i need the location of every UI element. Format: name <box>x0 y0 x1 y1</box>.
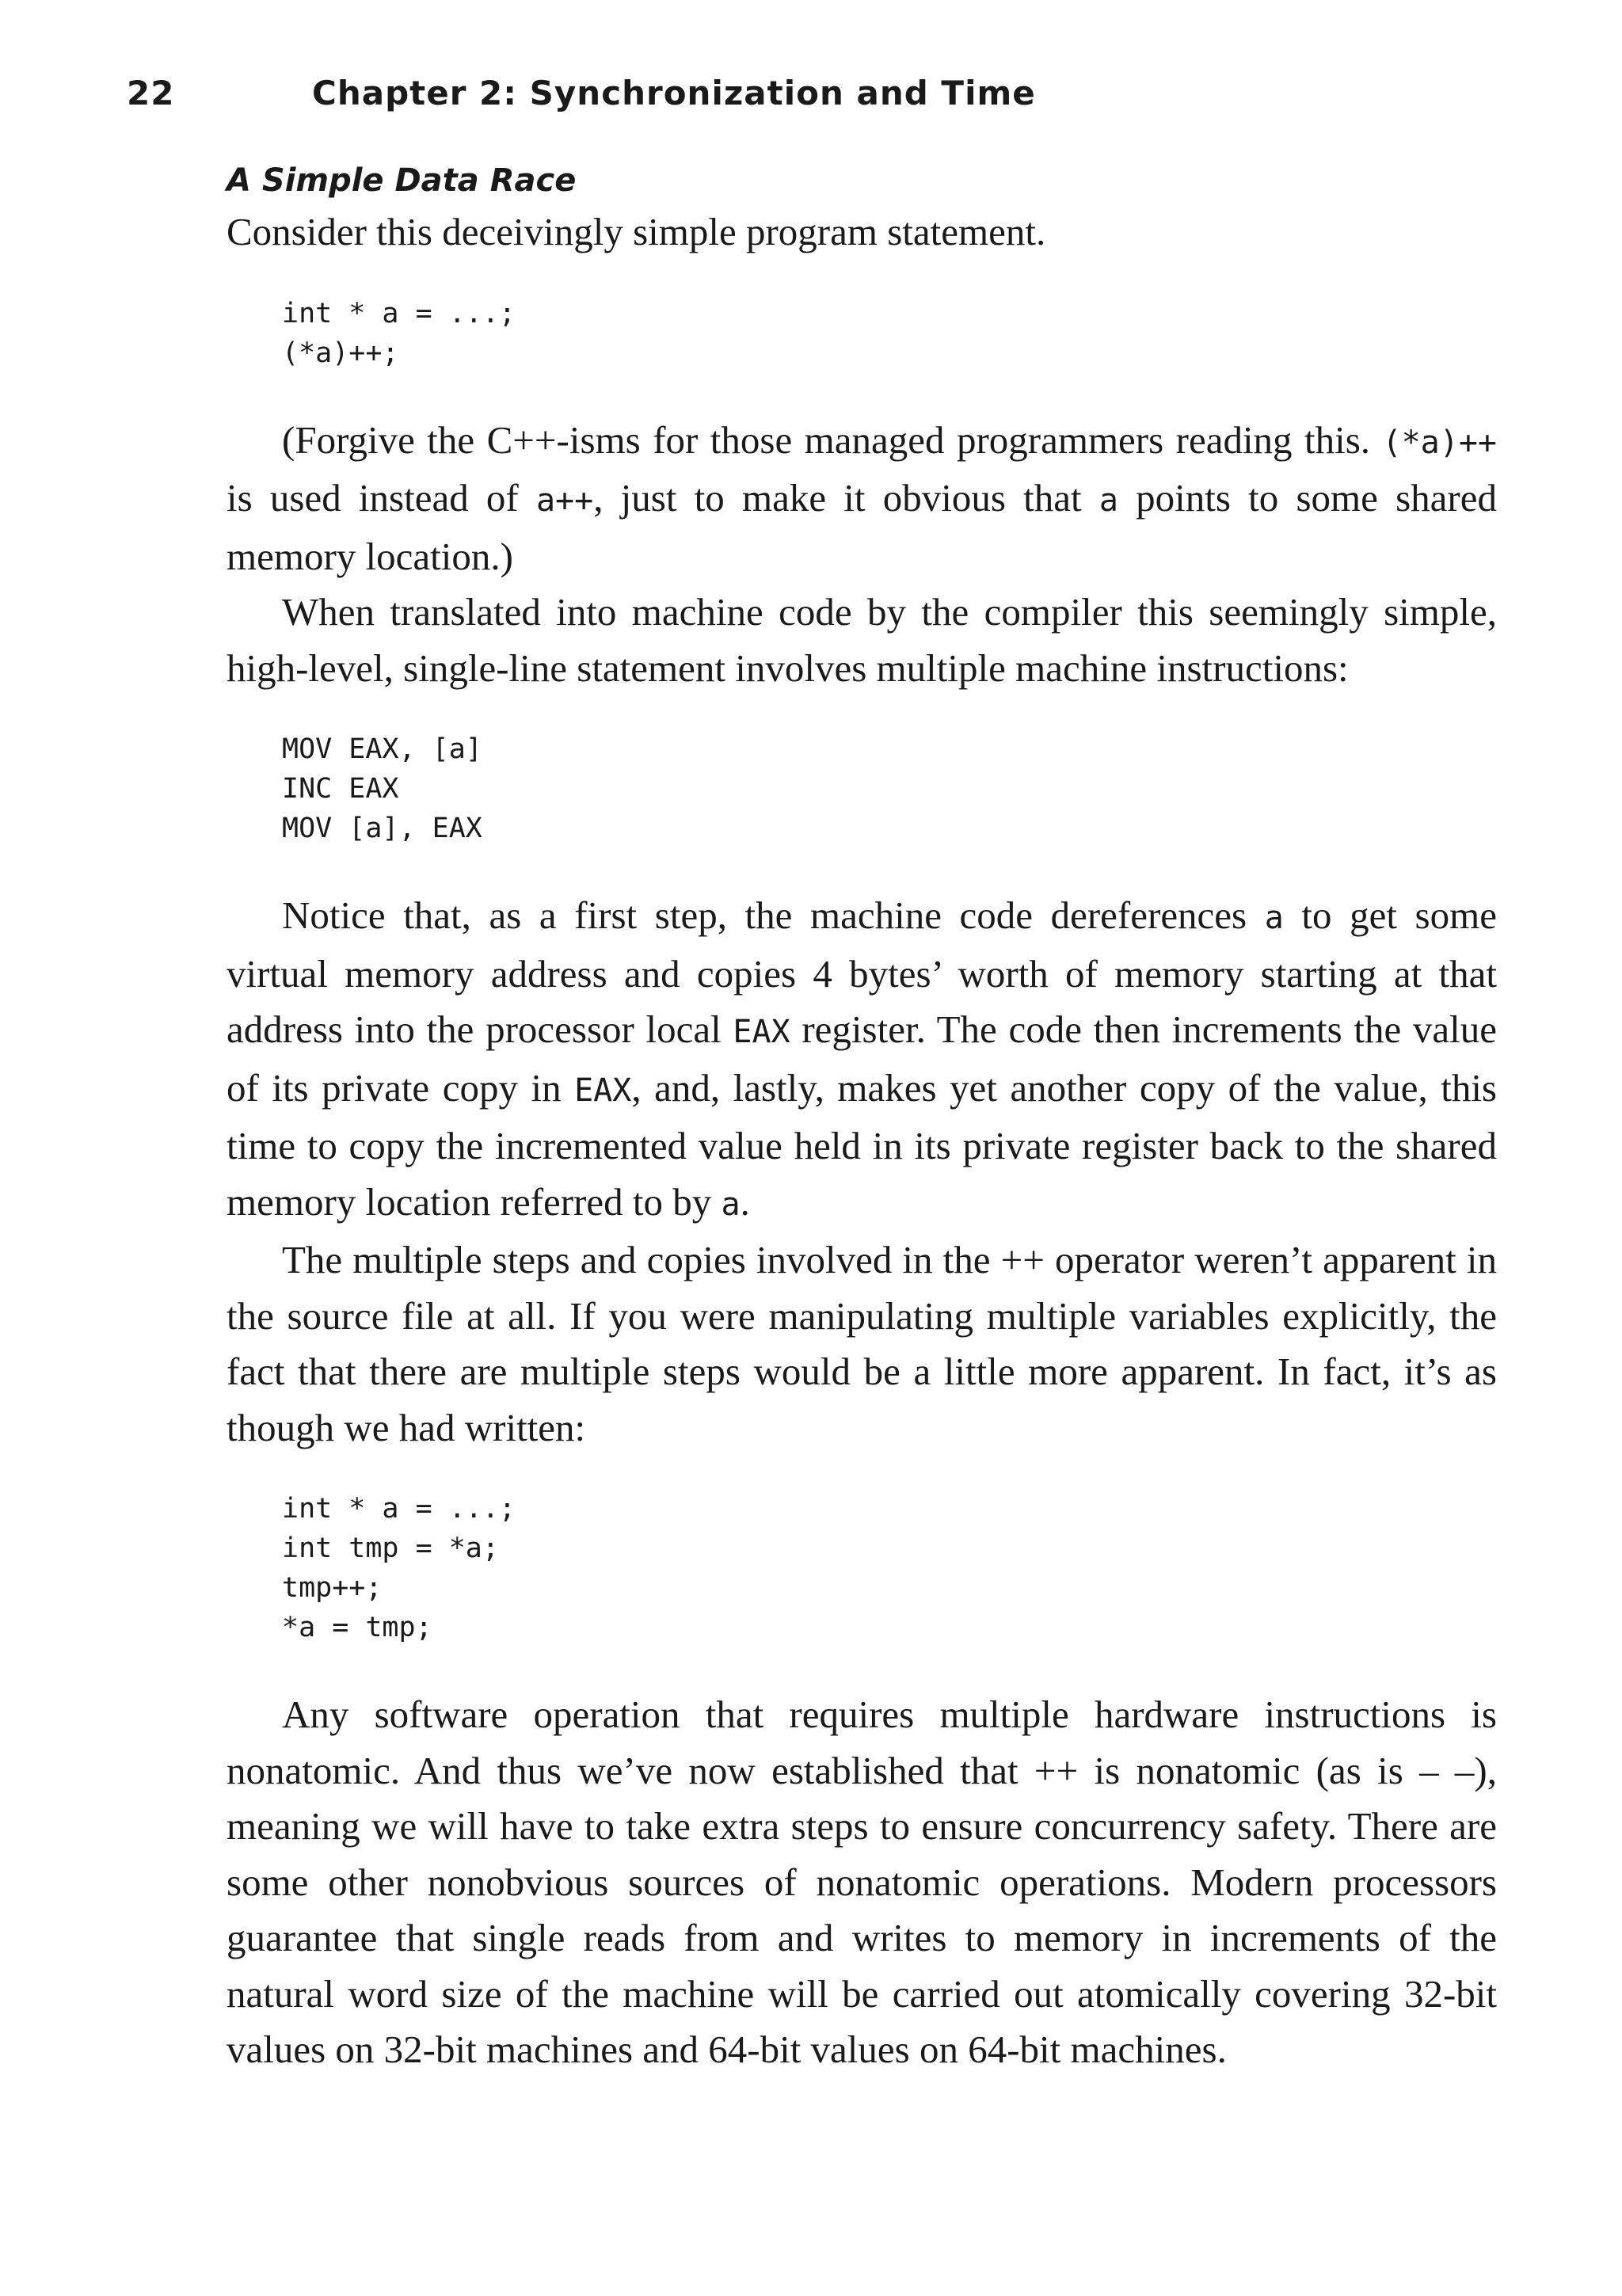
body-paragraph-translated: When translated into machine code by the compiler this seemingly simple, high-level, single-line statement involves multiple machine instructions: <box>227 590 1497 690</box>
inline-code: EAX <box>733 1014 790 1050</box>
chapter-title: Chapter 2: Synchronization and Time <box>312 74 1036 112</box>
intro-paragraph: Consider this deceivingly simple program statement. <box>227 210 1046 253</box>
body-paragraph-nonatomic: Any software operation that requires multiple hardware instructions is nonatomic. And thus we’ve now established that ++ is nonatomic (as is – –), meaning we will have to take extra steps to ensure concurrency safety. There are some other nonobvious sources of nonatomic operations. Modern processors guarantee that single reads from and writes to memory in increments of the natural word size of the machine will be carried out atomically covering 32-bit values on 32-bit machines and 64-bit values on 64-bit machines. <box>227 1692 1497 2071</box>
code-line: MOV [a], EAX <box>282 813 482 844</box>
inline-code: EAX <box>574 1072 632 1109</box>
code-line: (*a)++; <box>282 337 399 369</box>
inline-code: (*a)++ <box>1382 424 1497 461</box>
code-block-expanded <box>227 1489 1497 1647</box>
code-line: INC EAX <box>282 773 399 805</box>
page-number: 22 <box>127 74 175 112</box>
code-block-assembly <box>227 729 1497 848</box>
code-block-statement <box>227 294 1497 373</box>
running-head <box>127 70 1513 117</box>
body-paragraph-multiple-steps: The multiple steps and copies involved in the ++ operator weren’t apparent in the source file at all. If you were manipulating multiple variables explicitly, the fact that there are multiple steps would be a little more apparent. In fact, it’s as though we had written: <box>227 1238 1497 1449</box>
code-line: *a = tmp; <box>282 1612 432 1643</box>
body-paragraph-notice: Notice that, as a first step, the machine code dereferences a to get some virtual memory address and copies 4 bytes’ worth of memory starting at that address into the processor local EAX register. The code then increments the value of its private copy in EAX, and, lastly, makes yet another copy of the value, this time to copy the incremented value held in its private register back to the shared memory location referred to by a. <box>227 893 1497 1224</box>
section-heading: A Simple Data Race <box>227 162 577 199</box>
code-line: int * a = ...; <box>282 1493 516 1525</box>
inline-code: a <box>721 1186 741 1223</box>
body-paragraph-forgive: (Forgive the C++-isms for those managed programmers reading this. (*a)++ is used instead of a++, just to make it obvious that a points to some shared memory location.) <box>227 417 1497 578</box>
inline-code: a <box>1098 482 1118 519</box>
code-line: int tmp = *a; <box>282 1533 499 1564</box>
code-line: MOV EAX, [a] <box>282 733 482 765</box>
code-line: tmp++; <box>282 1572 383 1604</box>
inline-code: a <box>1264 900 1284 936</box>
code-line: int * a = ...; <box>282 297 516 329</box>
inline-code: a++ <box>535 482 594 519</box>
page-body <box>227 157 1497 2078</box>
